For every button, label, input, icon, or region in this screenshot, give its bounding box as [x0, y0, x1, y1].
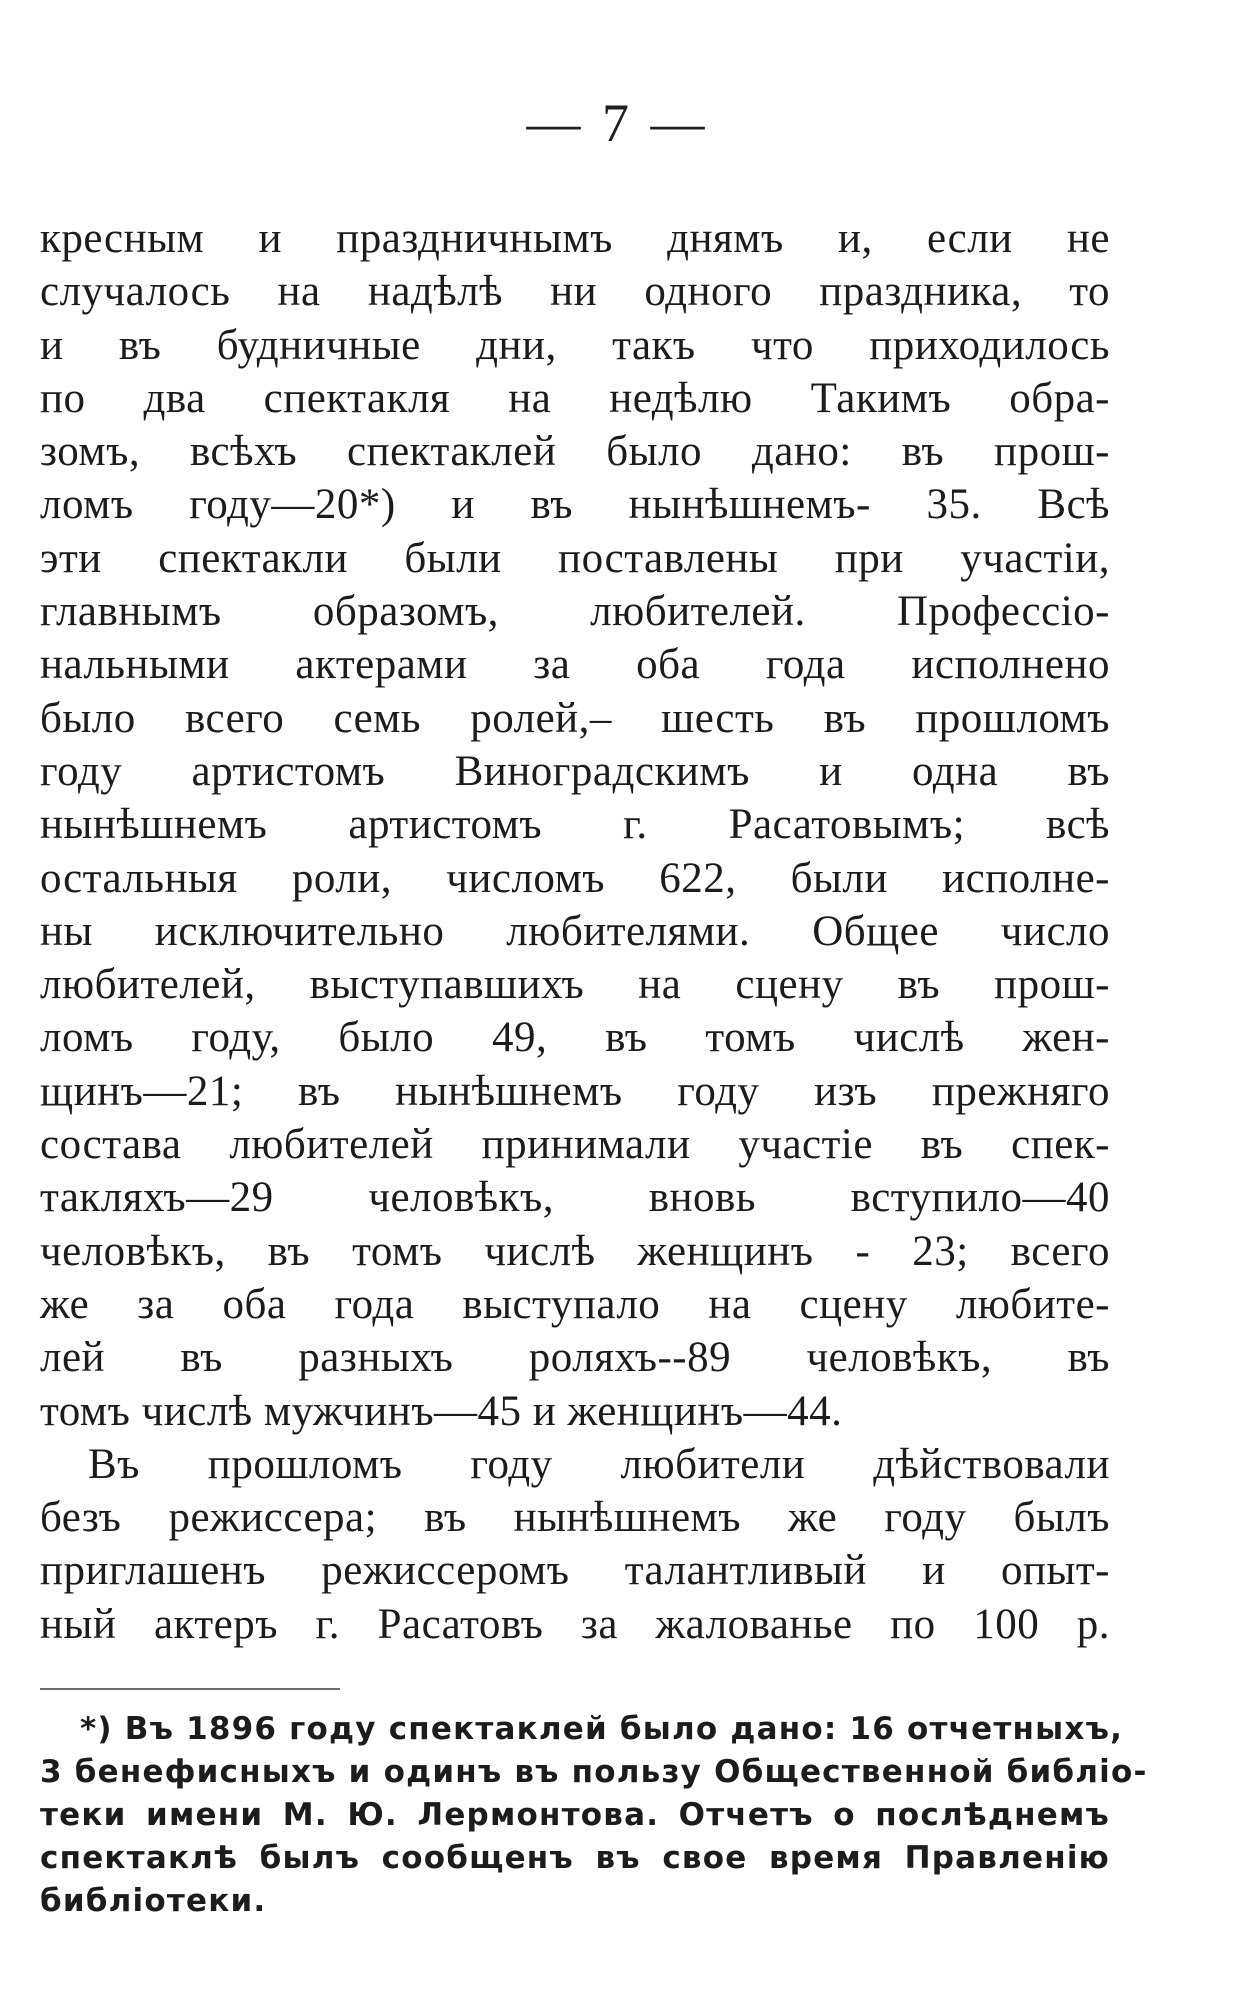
text-line: ломъ году, было 49, въ томъ числѣ жен-: [40, 1014, 1110, 1062]
text-line: безъ режиссера; въ нынѣшнемъ же году былъ: [40, 1494, 1110, 1542]
text-line: году артистомъ Виноградскимъ и одна въ: [40, 747, 1110, 795]
footnote-divider: [40, 1688, 340, 1690]
footnote-line: библіотеки.: [40, 1883, 267, 1919]
text-line: томъ числѣ мужчинъ—45 и женщинъ—44.: [40, 1387, 843, 1435]
text-line: нынѣшнемъ артистомъ г. Расатовымъ; всѣ: [40, 801, 1110, 849]
text-line: любителей, выступавшихъ на сцену въ прош-: [40, 961, 1110, 1009]
text-line: ломъ году—20*) и въ нынѣшнемъ- 35. Всѣ: [40, 481, 1110, 529]
text-line: эти спектакли были поставлены при участіи,: [40, 534, 1110, 582]
text-line: зомъ, всѣхъ спектаклей было дано: въ прош-: [40, 428, 1110, 476]
text-line: же за оба года выступало на сцену любите-: [40, 1280, 1110, 1328]
text-line: кресным и праздничнымъ днямъ и, если не: [40, 215, 1110, 262]
text-line: такляхъ—29 человѣкъ, вновь вступило—40: [40, 1174, 1110, 1222]
text-line: ный актеръ г. Расатовъ за жалованье по 100 р.: [40, 1600, 1110, 1648]
footnote-line: *) Въ 1896 году спектаклей было дано: 16 отчетныхъ,: [80, 1711, 1124, 1747]
footnote-line: теки имени М. Ю. Лермонтова. Отчетъ о послѣднемъ: [40, 1797, 1110, 1833]
text-line: случалось на надѣлѣ ни одного праздника, то: [40, 268, 1110, 316]
text-line: и въ будничные дни, такъ что приходилось: [40, 321, 1110, 369]
text-line: по два спектакля на недѣлю Такимъ обра-: [40, 374, 1110, 422]
text-line: лей въ разныхъ роляхъ--89 человѣкъ, въ: [40, 1334, 1110, 1382]
body-text: [40, 212, 1110, 1651]
text-line: нальными актерами за оба года исполнено: [40, 641, 1110, 689]
text-line: Въ прошломъ году любители дѣйствовали: [88, 1440, 1110, 1488]
text-line: человѣкъ, въ томъ числѣ женщинъ - 23; всего: [40, 1227, 1110, 1275]
footnote: [40, 1708, 1148, 1923]
text-line: остальныя роли, числомъ 622, были исполне-: [40, 854, 1110, 902]
footnote-line: спектаклѣ былъ сообщенъ въ свое время Правленію: [40, 1840, 1110, 1876]
footnote-line: 3 бенефисныхъ и одинъ въ пользу Общественной библіо-: [40, 1754, 1148, 1790]
page-number: — 7 —: [526, 93, 709, 153]
text-line: щинъ—21; въ нынѣшнемъ году изъ прежняго: [40, 1067, 1110, 1115]
text-line: состава любителей принимали участіе въ спек-: [40, 1121, 1110, 1169]
text-line: приглашенъ режиссеромъ талантливый и опыт-: [40, 1547, 1110, 1595]
text-line: главнымъ образомъ, любителей. Профессіо-: [40, 588, 1110, 636]
text-line: ны исключительно любителями. Общее число: [40, 907, 1110, 955]
text-line: было всего семь ролей,– шесть въ прошломъ: [40, 694, 1110, 742]
